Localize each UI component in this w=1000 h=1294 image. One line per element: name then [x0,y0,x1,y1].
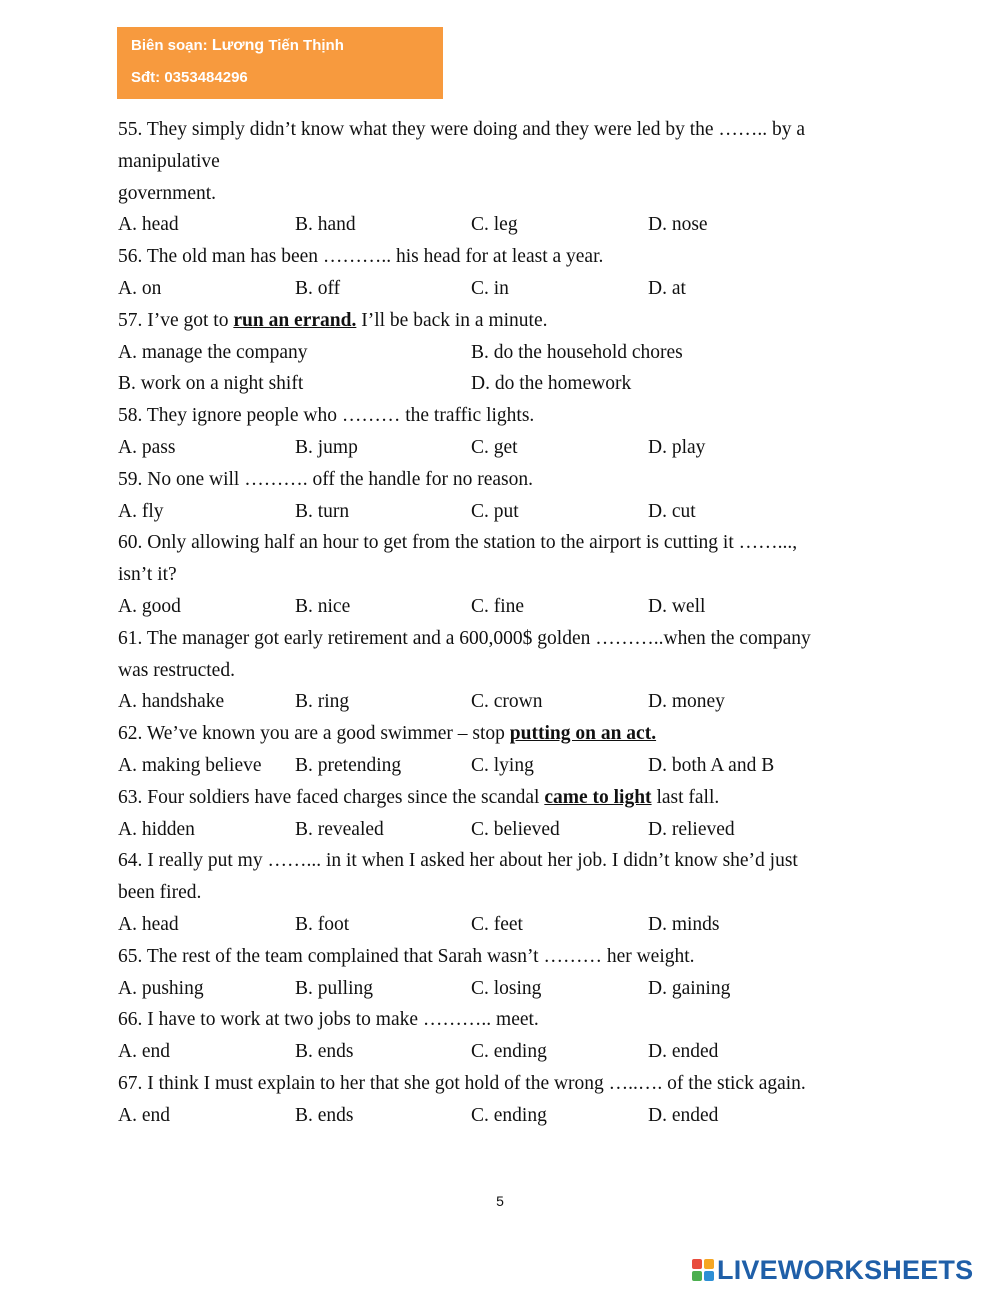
question-61-line-2: was restructed. [118,659,235,681]
option-d[interactable]: D. both A and B [648,754,775,776]
question-58: 58. They ignore people who ……… the traffic lights. [118,405,535,427]
compiler-line [131,37,344,55]
question-61-options [118,686,888,718]
question-65-options [118,973,888,1005]
option-d[interactable]: D. play [648,436,706,458]
option-a[interactable]: A. fly [118,500,164,522]
option-c[interactable]: C. fine [471,595,525,617]
liveworksheets-brand[interactable] [692,1253,973,1287]
question-67-options [118,1100,888,1132]
option-a[interactable]: A. end [118,1041,170,1063]
option-a[interactable]: A. end [118,1104,170,1126]
question-list [118,114,888,1132]
option-d[interactable]: D. ended [648,1041,719,1063]
question-57 [118,305,888,337]
question-57-options-row-2 [118,368,888,400]
option-b[interactable]: B. revealed [295,818,384,840]
question-63 [118,782,888,814]
phone-line: Sđt: 0353484296 [131,69,248,86]
question-55-line-3: government. [118,182,217,204]
option-c[interactable]: C. ending [471,1104,547,1126]
question-61-line-1: 61. The manager got early retirement and a 600,000$ golden ………..when the company [118,627,811,649]
question-55-options [118,209,888,241]
option-d[interactable]: D. well [648,595,706,617]
option-b[interactable]: B. ends [295,1041,354,1063]
option-d[interactable]: D. nose [648,214,708,236]
question-57-prefix: 57. I’ve got to [118,309,234,331]
option-c[interactable]: C. put [471,500,519,522]
question-62 [118,718,888,750]
option-c[interactable]: C. ending [471,1041,547,1063]
question-64-options [118,909,888,941]
question-62-prefix: 62. We’ve known you are a good swimmer – stop [118,723,510,745]
option-a[interactable]: A. manage the company [118,341,308,363]
option-c[interactable]: C. feet [471,913,523,935]
option-b[interactable]: B. turn [295,500,350,522]
question-57-options-row-1 [118,337,888,369]
option-b[interactable]: B. hand [295,214,356,236]
option-d[interactable]: D. money [648,691,725,713]
option-a[interactable]: A. making believe [118,754,262,776]
question-58-options [118,432,888,464]
option-a[interactable]: A. on [118,277,162,299]
option-c[interactable]: C. believed [471,818,560,840]
option-c[interactable]: C. crown [471,691,543,713]
question-62-options [118,750,888,782]
option-d[interactable]: D. relieved [648,818,735,840]
author-header-box [117,27,443,99]
compiler-name-rest: Tiến Thịnh [268,37,344,54]
option-b[interactable]: B. ring [295,691,350,713]
question-62-keyphrase: putting on an act. [509,723,657,745]
option-b[interactable]: B. pulling [295,977,374,999]
option-d[interactable]: D. minds [648,913,720,935]
option-c[interactable]: C. leg [471,214,518,236]
option-c[interactable]: C. in [471,277,509,299]
option-d[interactable]: D. gaining [648,977,731,999]
question-60-line-2: isn’t it? [118,564,177,586]
question-66-options [118,1036,888,1068]
option-a[interactable]: A. hidden [118,818,195,840]
question-57-suffix: I’ll be back in a minute. [356,309,548,331]
question-59: 59. No one will ………. off the handle for no reason. [118,468,534,490]
option-b[interactable]: B. ends [295,1104,354,1126]
page-number: 5 [496,1193,504,1209]
option-b[interactable]: B. jump [295,436,358,458]
option-c[interactable]: C. get [471,436,518,458]
option-a[interactable]: A. pass [118,436,176,458]
question-64-line-1: 64. I really put my ……... in it when I asked her about her job. I didn’t know she’d just [118,850,798,872]
question-63-keyphrase: came to light [544,786,652,808]
question-56-options [118,273,888,305]
compiler-label: Biên soạn: [131,37,208,54]
question-55-line-2: manipulative [118,150,220,172]
question-55-line-1: 55. They simply didn’t know what they were doing and they were led by the …….. by a [118,119,806,140]
question-65: 65. The rest of the team complained that Sarah wasn’t ……… her weight. [118,945,695,967]
question-66: 66. I have to work at two jobs to make ……….. meet. [118,1009,539,1031]
option-b[interactable]: B. off [295,277,341,299]
question-59-options [118,496,888,528]
option-c[interactable]: C. lying [471,754,534,776]
option-d[interactable]: D. ended [648,1104,719,1126]
option-a[interactable]: A. good [118,595,181,617]
option-d[interactable]: D. cut [648,500,696,522]
option-a[interactable]: A. handshake [118,691,225,713]
question-56: 56. The old man has been ……….. his head for at least a year. [118,246,604,268]
question-60-line-1: 60. Only allowing half an hour to get from the station to the airport is cutting it ……..., [118,532,798,554]
option-b[interactable]: B. do the household chores [471,341,683,363]
option-d[interactable]: D. at [648,277,686,299]
option-b[interactable]: B. foot [295,913,350,935]
option-a[interactable]: A. head [118,214,179,236]
question-63-options [118,814,888,846]
question-67: 67. I think I must explain to her that she got hold of the wrong …..…. of the stick again. [118,1072,806,1094]
question-64-line-2: been fired. [118,882,202,904]
option-b[interactable]: B. nice [295,595,351,617]
option-a[interactable]: A. head [118,913,179,935]
compiler-name: Lương [211,37,265,54]
question-63-suffix: last fall. [651,786,720,808]
option-c[interactable]: C. losing [471,977,542,999]
option-b[interactable]: B. pretending [295,754,402,776]
question-57-keyphrase: run an errand. [233,309,357,331]
option-a[interactable]: A. pushing [118,977,204,999]
liveworksheets-logo-icon [692,1259,714,1281]
option-d[interactable]: D. do the homework [471,373,632,395]
question-63-prefix: 63. Four soldiers have faced charges since the scandal [118,786,545,808]
option-c[interactable]: B. work on a night shift [118,373,304,395]
question-60-options [118,591,888,623]
brand-name: LIVEWORKSHEETS [717,1254,974,1285]
